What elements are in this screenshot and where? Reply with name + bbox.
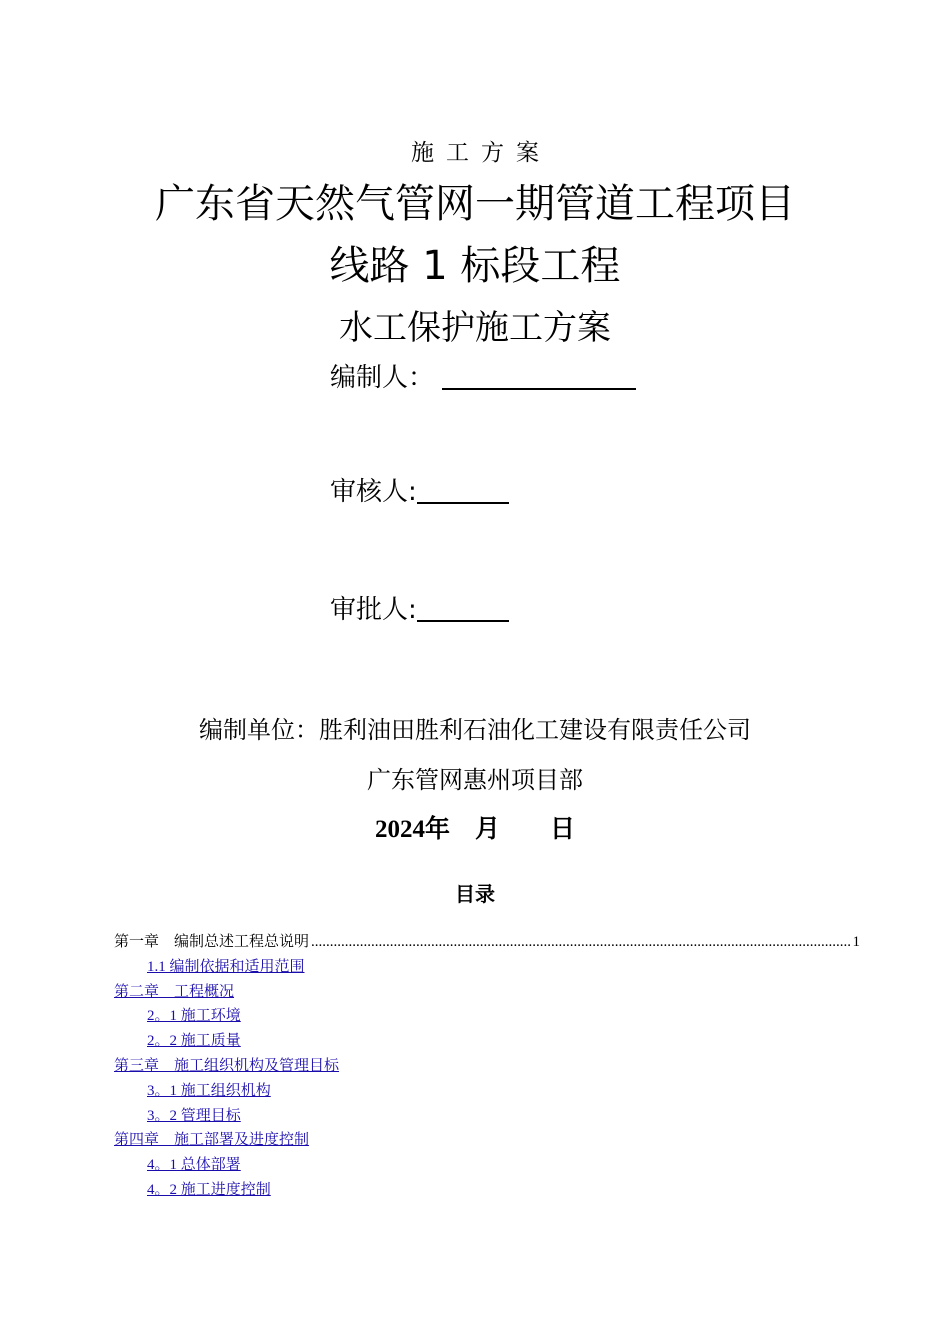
date-year: 2024	[374, 816, 425, 843]
reviewer-label: 审核人:	[330, 477, 417, 507]
toc-entry-link[interactable]: 第二章 工程概况	[114, 983, 235, 1000]
compiler-label: 编制人：	[330, 363, 435, 393]
toc-entry[interactable]	[114, 955, 860, 980]
toc-entry-link[interactable]: 2。2 施工质量	[147, 1033, 241, 1050]
compiler-signature-line	[442, 360, 636, 390]
toc-entry-link[interactable]: 第四章 施工部署及进度控制	[114, 1132, 310, 1149]
cover-title-line3: 水工保护施工方案	[339, 308, 611, 348]
toc-entry-text: 第一章 编制总述工程总说明	[114, 934, 310, 950]
date-suffix: 年 月 日	[424, 814, 575, 843]
toc-entry[interactable]	[114, 1104, 860, 1129]
toc-entry[interactable]	[114, 1128, 860, 1153]
toc-entry[interactable]	[114, 1004, 860, 1029]
organization-unit: 编制单位：胜利油田胜利石油化工建设有限责任公司	[199, 716, 751, 744]
reviewer-signature-line	[417, 474, 509, 504]
cover-subtitle: 施工方案	[411, 140, 551, 166]
toc-entry-link[interactable]: 3。1 施工组织机构	[147, 1082, 271, 1099]
toc-entry-link[interactable]: 3。2 管理目标	[147, 1107, 241, 1124]
toc-entry-link[interactable]: 第三章 施工组织机构及管理目标	[114, 1057, 340, 1074]
toc-entry-link[interactable]: 4。2 施工进度控制	[147, 1181, 271, 1198]
toc-entry[interactable]	[114, 1079, 860, 1104]
table-of-contents	[114, 930, 860, 1203]
toc-dot-leader	[311, 930, 850, 955]
toc-entry[interactable]	[114, 1178, 860, 1203]
cover-title-line1: 广东省天然气管网一期管道工程项目	[155, 181, 795, 227]
approver-label: 审批人:	[330, 595, 417, 625]
toc-page-number: 1	[852, 934, 860, 950]
approver-signature	[330, 592, 509, 628]
approver-signature-line	[417, 592, 509, 622]
compiler-signature	[330, 360, 636, 396]
toc-entry[interactable]	[114, 1054, 860, 1079]
toc-entry-link[interactable]: 2。1 施工环境	[147, 1008, 241, 1025]
toc-entry[interactable]	[114, 980, 860, 1005]
toc-entry	[114, 930, 860, 955]
toc-entry[interactable]	[114, 1029, 860, 1054]
toc-entry-link[interactable]: 1.1 编制依据和适用范围	[147, 958, 305, 975]
cover-title-line2: 线路 1 标段工程	[329, 243, 621, 289]
toc-entry[interactable]	[114, 1153, 860, 1178]
toc-entry-link[interactable]: 4。1 总体部署	[147, 1157, 241, 1174]
reviewer-signature	[330, 474, 509, 510]
toc-heading: 目录	[455, 882, 495, 906]
document-date	[0, 812, 950, 847]
organization-department: 广东管网惠州项目部	[367, 766, 583, 794]
